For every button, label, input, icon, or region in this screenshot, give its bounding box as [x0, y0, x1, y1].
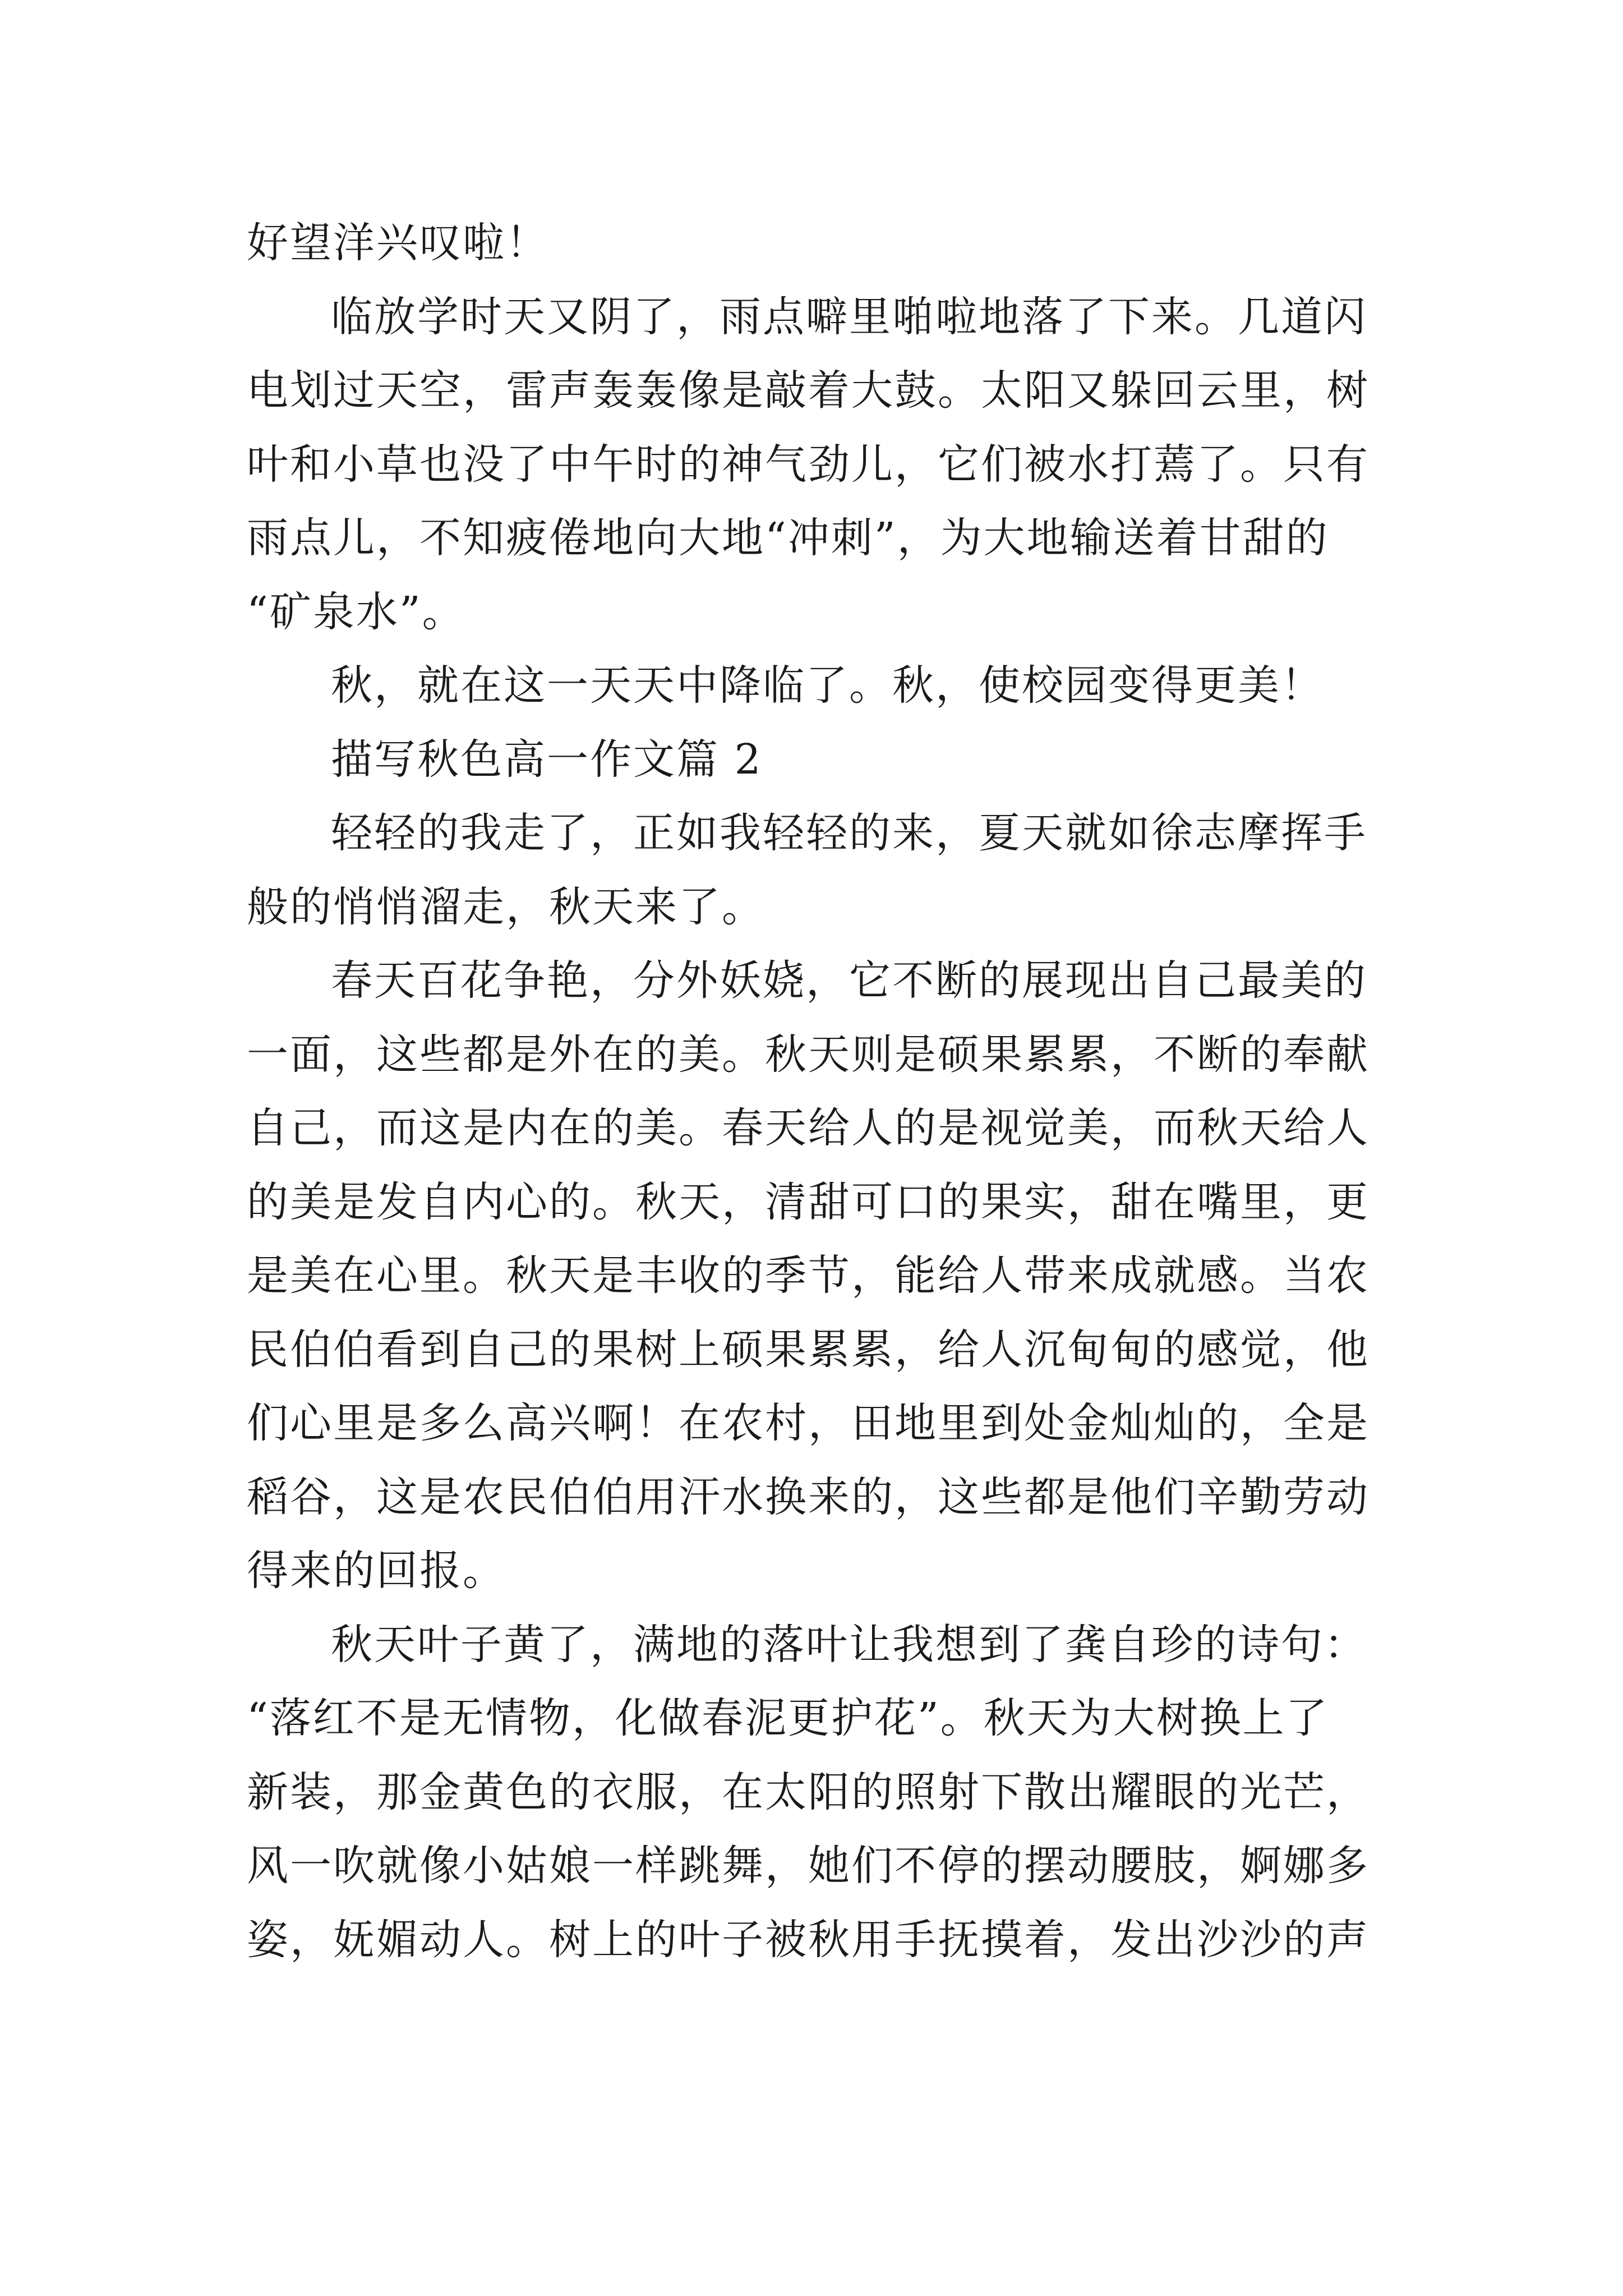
text-line: “矿泉水”。: [247, 587, 465, 636]
text-line: “落红不是无情物，化做春泥更护花”。秋天为大树换上了: [247, 1694, 1329, 1742]
text-line: 风一吹就像小姑娘一样跳舞，她们不停的摆动腰肢，婀娜多: [247, 1842, 1370, 1890]
text-line: 好望洋兴叹啦！: [247, 219, 549, 267]
text-line: 是美在心里。秋天是丰收的季节，能给人带来成就感。当农: [247, 1251, 1370, 1300]
text-line: 临放学时天又阴了，雨点噼里啪啦地落了下来。几道闪: [331, 292, 1367, 341]
text-line: 得来的回报。: [247, 1547, 506, 1595]
text-line: 叶和小草也没了中午时的神气劲儿，它们被水打蔫了。只有: [247, 440, 1370, 489]
section-heading: 描写秋色高一作文篇 2: [331, 735, 763, 784]
text-line: 姿，妩媚动人。树上的叶子被秋用手抚摸着，发出沙沙的声: [247, 1915, 1370, 1964]
text-line: 的美是发自内心的。秋天，清甜可口的果实，甜在嘴里，更: [247, 1177, 1370, 1226]
text-line: 稻谷，这是农民伯伯用汗水换来的，这些都是他们辛勤劳动: [247, 1473, 1370, 1521]
essay-text: [247, 206, 1391, 1977]
text-line: 秋，就在这一天天中降临了。秋，使校园变得更美！: [331, 661, 1324, 710]
text-line: 春天百花争艳，分外妖娆，它不断的展现出自己最美的: [331, 956, 1367, 1005]
text-line: 新装，那金黄色的衣服，在太阳的照射下散出耀眼的光芒，: [247, 1768, 1370, 1816]
text-line: 们心里是多么高兴啊！在农村，田地里到处金灿灿的，全是: [247, 1399, 1370, 1447]
text-line: 民伯伯看到自己的果树上硕果累累，给人沉甸甸的感觉，他: [247, 1325, 1370, 1374]
text-line: 一面，这些都是外在的美。秋天则是硕果累累，不断的奉献: [247, 1030, 1370, 1079]
text-line: 雨点儿，不知疲倦地向大地“冲刺”，为大地输送着甘甜的: [247, 514, 1329, 562]
text-line: 轻轻的我走了，正如我轻轻的来，夏天就如徐志摩挥手: [331, 809, 1367, 857]
text-line: 电划过天空，雷声轰轰像是敲着大鼓。太阳又躲回云里，树: [247, 366, 1370, 415]
text-line: 自己，而这是内在的美。春天给人的是视觉美，而秋天给人: [247, 1104, 1370, 1152]
text-line: 般的悄悄溜走，秋天来了。: [247, 882, 765, 931]
text-line: 秋天叶子黄了，满地的落叶让我想到了龚自珍的诗句：: [331, 1620, 1367, 1669]
